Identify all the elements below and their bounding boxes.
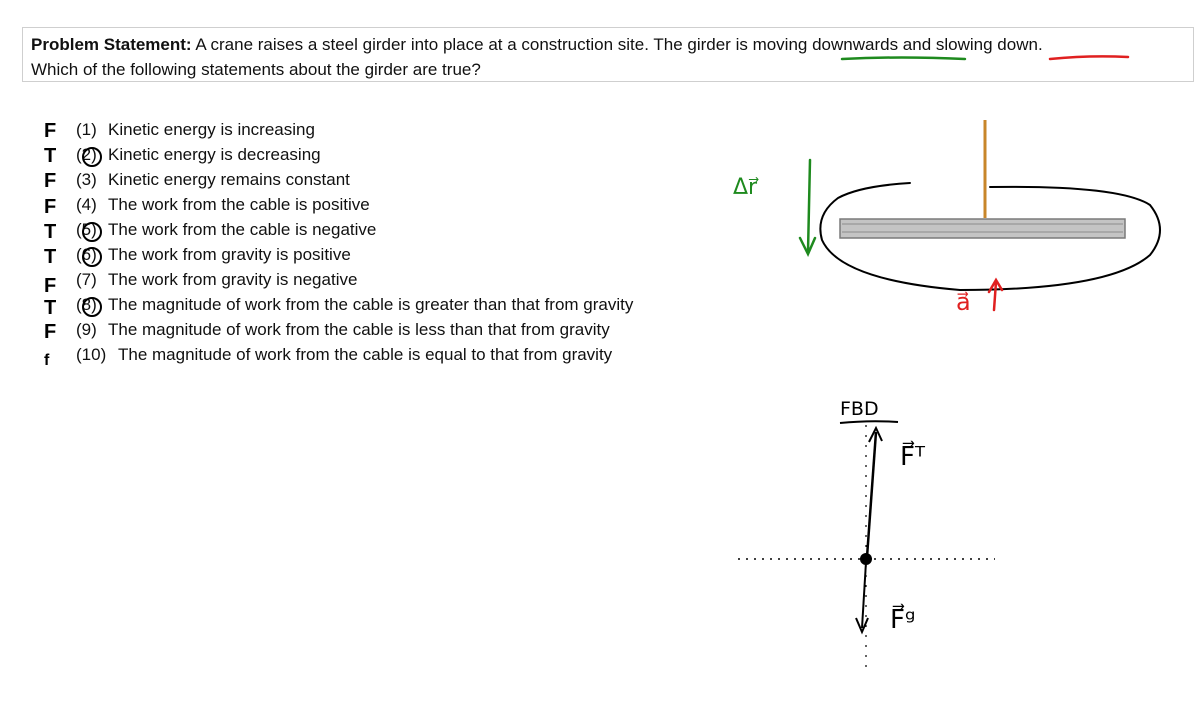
mark-9: F bbox=[44, 321, 57, 343]
mark-8: T bbox=[44, 297, 57, 319]
delta-r-label: Δr⃗ bbox=[733, 175, 758, 200]
fbd-label: FBD bbox=[840, 398, 879, 420]
circle-2 bbox=[83, 148, 101, 166]
problem-label: Problem Statement: bbox=[31, 35, 192, 54]
statement-5: (5) The work from the cable is negative bbox=[76, 220, 377, 239]
tension-arrow bbox=[867, 432, 876, 557]
girder bbox=[840, 219, 1125, 238]
mark-6: T bbox=[44, 246, 57, 268]
mark-2: T bbox=[44, 145, 57, 167]
statement-6: (6) The work from gravity is positive bbox=[76, 245, 351, 264]
mark-1: F bbox=[44, 120, 57, 142]
statement-2: (2) Kinetic energy is decreasing bbox=[76, 145, 321, 164]
circle-5 bbox=[83, 223, 101, 241]
fbd-underline bbox=[840, 421, 898, 423]
statement-10: (10) The magnitude of work from the cable is equal to that from gravity bbox=[76, 345, 613, 364]
mark-3: F bbox=[44, 170, 57, 192]
circle-8 bbox=[83, 298, 101, 316]
gravity-force-label: F⃗ᵍ bbox=[890, 605, 916, 635]
statement-8: (8) The magnitude of work from the cable is greater than that from gravity bbox=[76, 295, 634, 314]
acceleration-arrow bbox=[994, 282, 996, 310]
mark-5: T bbox=[44, 221, 57, 243]
displacement-arrow bbox=[808, 160, 810, 252]
mark-10: f bbox=[44, 352, 50, 369]
tension-force-label: F⃗ᵀ bbox=[900, 442, 925, 472]
mark-7: F bbox=[44, 275, 57, 297]
circle-6 bbox=[83, 248, 101, 266]
statement-9: (9) The magnitude of work from the cable is less than that from gravity bbox=[76, 320, 610, 339]
problem-line-2: Which of the following statements about the girder are true? bbox=[31, 60, 481, 79]
mark-4: F bbox=[44, 196, 57, 218]
green-underline bbox=[842, 58, 965, 60]
red-underline bbox=[1050, 56, 1128, 59]
statement-7: (7) The work from gravity is negative bbox=[76, 270, 358, 289]
problem-text-1: A crane raises a steel girder into place at a construction site. The girder is moving downwards and slowing down. bbox=[191, 35, 1043, 54]
accel-label: a⃗ bbox=[956, 288, 971, 316]
statement-1: (1) Kinetic energy is increasing bbox=[76, 120, 315, 139]
statement-3: (3) Kinetic energy remains constant bbox=[76, 170, 350, 189]
fbd-point bbox=[860, 553, 872, 565]
statement-4: (4) The work from the cable is positive bbox=[76, 195, 370, 214]
